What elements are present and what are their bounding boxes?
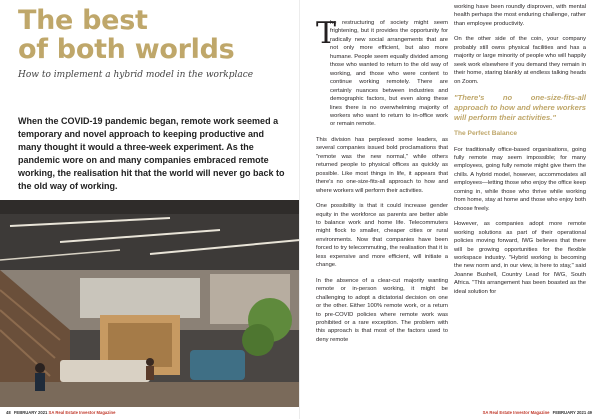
photo-person <box>146 358 154 366</box>
photo-person <box>35 363 45 373</box>
article-title <box>18 6 234 64</box>
photo-ceiling-duct <box>0 200 300 214</box>
page-number: 48 <box>6 410 11 415</box>
section-heading: The Perfect Balance <box>454 130 518 138</box>
issue-month: FEBRUARY 2021 <box>13 410 48 415</box>
page-number: 49 <box>587 410 592 415</box>
body-paragraph: In the absence of a clear-cut majority wanting remote or in-person working, it might be challenging to adopt a dictatorial decision on one or the other. Either 100% remote work, or a return to pre-COVID policies where remote work was prohibited or a rare exception. The problem with this approach is that most of the factors used to deny remote <box>316 277 448 343</box>
photo-chair <box>190 350 245 380</box>
office-photo-illustration <box>0 200 300 407</box>
body-paragraph: On the other side of the coin, your company probably still owns physical facilities and has a majority or large minority of people who will happily seek work elsewhere if you demand they remain in their home, staring blankly at endless talking heads on Zoom. <box>454 36 586 85</box>
body-paragraph: working have been roundly disproven, with mental health perhaps the most enduring challenge, rather than employee productivity. <box>454 4 586 27</box>
magazine-name: SA Real Estate Investor Magazine <box>482 410 550 415</box>
body-paragraph: he restructuring of society might seem frightening, but it provides the opportunity for radically new social arrangements that are not only more efficient, but also more humane. People seem equally divided among those who wanted to return to the old way of working, and those who were content to continue working remotely. There are certainly nuances between industries and demographic factors, but even along these lines there is no overwhelming majority of workers who want to return to in-office work or remain remote. <box>330 20 448 128</box>
pull-quote: "There's no one-size-fits-all approach to how and where workers will perform their activities." <box>454 93 586 123</box>
body-column-2 <box>454 3 586 303</box>
title-line-2: of both worlds <box>18 34 235 65</box>
photo-plant <box>242 324 274 356</box>
drop-cap: T <box>316 16 337 51</box>
issue-month: FEBRUARY 2021 <box>552 410 587 415</box>
body-paragraph: This division has perplexed some leaders, as several companies issued bold proclamations that "remote was the new normal," while others returned people to physical offices as quickly as possible. Like most things in life, it appears that there's no one-size-fits-all approach to how and where workers will perform their activities. <box>316 136 448 194</box>
body-paragraph: One possibility is that it could increase gender equity in the workforce as parents are better able to balance work and home life. Telecommuters might flock to smaller, cheaper cities or rural environments. Now that companies have been forced to try telecommuting, the realisation that it is less expensive and more efficient, will initiate a change. <box>316 203 448 269</box>
article-subtitle: How to implement a hybrid model in the workplace <box>18 70 254 80</box>
magazine-name: SA Real Estate Investor Magazine <box>48 410 116 415</box>
intro-paragraph: When the COVID-19 pandemic began, remote work seemed a temporary and novel approach to keeping productive and many thought it would a three-week experiment. As the pandemic wore on and many companies embraced remote working, the realisation hit that the world will never go back to the old way of working. <box>18 116 285 192</box>
body-paragraph: However, as companies adopt more remote working solutions as part of their operational policies moving forward, IWG believes that there will be growing opportunities for the flexible workspace industry. "Hybrid working is becoming the new norm and, in our view, is here to stay," said Joanne Bushell, Country Lead for IWG, South Africa. "This arrangement has been boasted as the ideal solution for <box>454 221 586 295</box>
footer-right <box>483 410 594 415</box>
right-page <box>300 0 600 419</box>
footer-left <box>6 410 117 415</box>
body-column-1 <box>316 16 448 351</box>
photo-person-body <box>146 366 154 380</box>
photo-window <box>80 278 200 318</box>
photo-person-body <box>35 373 45 391</box>
body-paragraph: For traditionally office-based organisations, going fully remote may seem impossible; for many employees, going fully remote might give them the chills. A hybrid model, however, accommodates all employees—letting those who enjoy the office keep coming in, while those who thrive while working from home, stay at home and those who enjoy both choose freely. <box>454 146 587 212</box>
photo-sofa <box>60 360 150 382</box>
title-line-1: The best <box>18 5 148 36</box>
office-interior-photo <box>0 200 300 407</box>
